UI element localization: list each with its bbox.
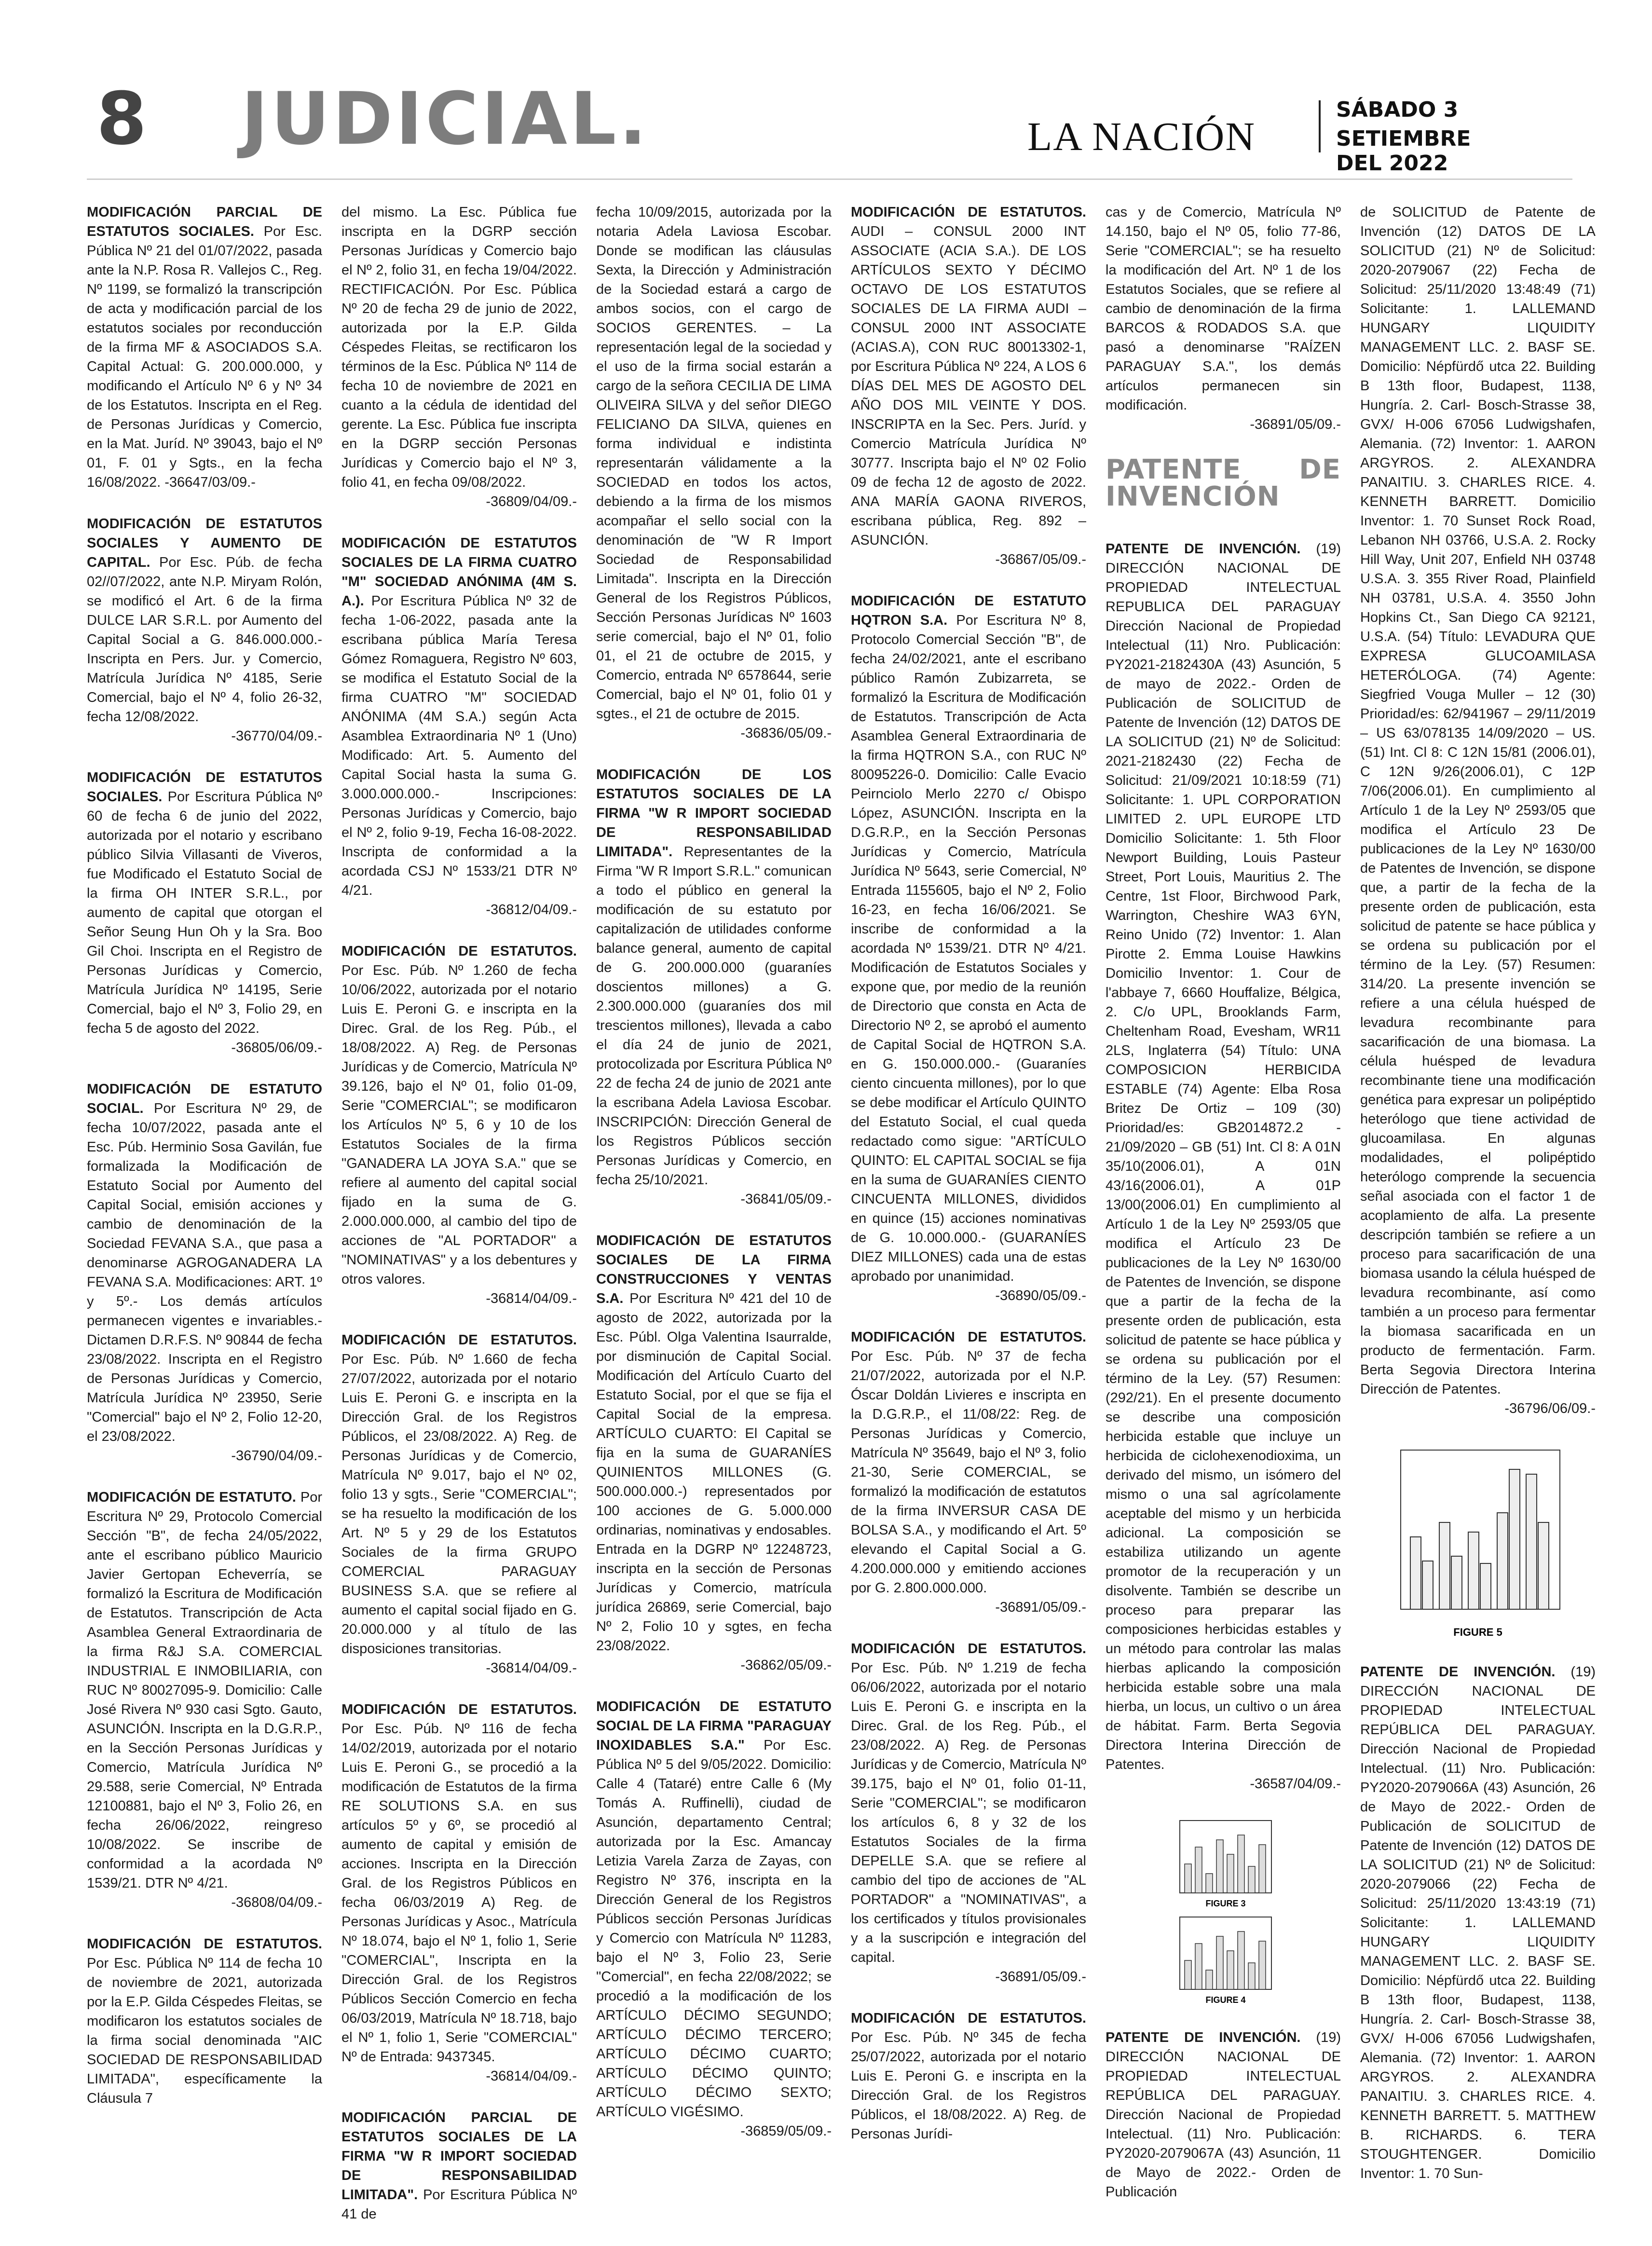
legal-notice xyxy=(851,1328,1086,1617)
notice-body: Por Esc. Pública Nº 5 del 9/05/2022. Domicilio: Calle 4 (Tataré) entre Calle 6 (My Tomás A. Ruffinelli), ciudad de Asunción, departamento Central; autorizada por la Esc. Amancay Letizia Varela Zarza de Zayas, con Registro Nº 376, inscripta en la Dirección General de los Registros Públicos sección Personas Jurídicas y Comercio con Matrícula Nº 11283, bajo el Nº 3, Folio 23, Serie "Comercial", en fecha 22/08/2022; se procedió a la modificación de los ARTÍCULO DÉCIMO SEGUNDO; ARTÍCULO DÉCIMO TERCERO; ARTÍCULO DÉCIMO CUARTO; ARTÍCULO DÉCIMO QUINTO; ARTÍCULO DÉCIMO SEXTO; ARTÍCULO VIGÉSIMO. xyxy=(596,1738,832,2120)
notice-body: Por Escritura Nº 421 del 10 de agosto de 2022, autorizada por la Esc. Públ. Olga Valentina Isaurralde, por disminución de Capital Social. Modificación del Artículo Cuarto del Estatuto Social, por el que se fija el Capital Social de la empresa. ARTÍCULO CUARTO: El Capital se fija en la suma de GUARANÍES QUINIENTOS MILLONES (G. 500.000.000.-) representados por 100 acciones de G. 5.000.000 ordinarias, nominativas y endosables. Entrada en la DGRP Nº 12248723, inscripta en la sección de Personas Jurídicas y Comercio, matrícula jurídica 26869, serie Comercial, bajo Nº 2, Folio 10 y sgtes, en fecha 23/08/2022. xyxy=(596,1291,832,1654)
notice-body: AUDI – CONSUL 2000 INT ASSOCIATE (ACIA S.A.). DE LOS ARTÍCULOS SEXTO Y DÉCIMO OCTAVO DE LOS ESTATUTOS SOCIALES DE LA FIRMA AUDI – CONSUL 2000 INT ASSOCIATE (ACIAS.A), CON RUC 80013302-1, por Escritura Pública Nº 224, A LOS 6 DÍAS DEL MES DE AGOSTO DEL AÑO DOS MIL VEINTE Y DOS. INSCRIPTA en la Sec. Pers. Juríd. y Comercio Matrícula Jurídica Nº 30777. Inscripta bajo el Nº 02 Folio 09 de fecha 12 de agosto de 2022. ANA MARÍA GAONA RIVEROS, escribana pública, Reg. 892 – ASUNCIÓN. xyxy=(851,224,1086,548)
notice-reference: -36836/05/09.- xyxy=(740,726,832,741)
notice-reference: -36770/04/09.- xyxy=(231,728,322,744)
notice-body: Por Esc. Púb. Nº 116 de fecha 14/02/2019, autorizada por el notario Luis E. Peroni G., se procedió a la modificación de Estatutos de la firma RE SOLUTIONS S.A. en sus artículos 5º y 6º, se procedió al aumento de capital y emisión de acciones. Inscripta en la Dirección Gral. de los Registros Públicos en fecha 06/03/2019 A) Reg. de Personas Jurídicas y Asoc., Matrícula Nº 18.074, bajo el Nº 1, folio 1, Serie "COMERCIAL", Inscripta en la Dirección Gral. de los Registros Públicos Sección Comercio en fecha 06/03/2019, Matrícula Nº 18.718, bajo el Nº 1, folio 1, Serie "COMERCIAL" Nº de Entrada: 9437345. xyxy=(341,1721,577,2065)
legal-notice xyxy=(596,1231,832,1675)
notice-title: PATENTE DE INVENCIÓN. xyxy=(1106,541,1301,557)
notice-reference: -36790/04/09.- xyxy=(231,1448,322,1464)
notice-title: MODIFICACIÓN DE ESTATUTOS SOCIALES DE LA FIRMA CONSTRUCCIONES Y VENTAS S.A. xyxy=(596,1233,832,1306)
notice-title: MODIFICACIÓN DE ESTATUTOS SOCIALES Y AUMENTO DE CAPITAL. xyxy=(87,516,322,570)
column-1 xyxy=(87,203,322,2130)
notice-body: Por Esc. Pública Nº 21 del 01/07/2022, pasada ante la N.P. Rosa R. Vallejos C., Reg. Nº 1199, se formalizó la transcripción de acta y modificación parcial de los estatutos sociales por reconducción de la firma MF & ASOCIADOS S.A. Capital Actual: G. 200.000.000, y modificando el Artículo Nº 6 y Nº 34 de los Estatutos. Inscripta en el Reg. de Personas Jurídicas y Comercio, en la Mat. Juríd. Nº 39043, bajo el Nº 01, F. 01 y Sgts., en la fecha 16/08/2022. -36647/03/09.- xyxy=(87,224,322,490)
notice-title: MODIFICACIÓN DE ESTATUTOS. xyxy=(341,1332,577,1348)
legal-notice xyxy=(87,514,322,746)
notice-title: PATENTE DE INVENCIÓN. xyxy=(1106,2030,1301,2045)
notice-body: (19) DIRECCIÓN NACIONAL DE PROPIEDAD INTELECTUAL REPÚBLICA DEL PARAGUAY. Dirección Nacional de Propiedad Intelectual. (11) Nro. Publicación: PY2020-2079067A (43) Asunción, 11 de Mayo de 2022.- Orden de Publicación xyxy=(1106,2030,1341,2200)
notice-title: MODIFICACIÓN PARCIAL DE ESTATUTOS SOCIALES. xyxy=(87,205,322,239)
notice-title: MODIFICACIÓN DE ESTATUTOS SOCIALES. xyxy=(87,770,322,805)
notice-title: MODIFICACIÓN DE ESTATUTO SOCIAL DE LA FIRMA "PARAGUAY INOXIDABLES S.A." xyxy=(596,1699,832,1753)
legal-notice xyxy=(596,765,832,1209)
col6-bottom xyxy=(1360,1662,1596,2183)
legal-notice xyxy=(87,203,322,492)
column-2 xyxy=(341,203,577,2246)
issue-date: SETIEMBRE DEL 2022 xyxy=(1336,126,1471,176)
col6-top xyxy=(1360,203,1596,1418)
notice-body: Por Escritura Nº 29, Protocolo Comercial Sección "B", de fecha 24/05/2022, ante el escribano público Mauricio Javier Gertopan Echeverría, se formalizó la Escritura de Modificación de Estatutos. Transcripción de Acta Asamblea General Extraordinaria de la firma R&J S.A. COMERCIAL INDUSTRIAL E INMOBILIARIA, con RUC Nº 80027095-9. Domicilio: Calle José Rivera Nº 930 casi Sgto. Gauto, ASUNCIÓN. Inscripta en la D.G.R.P., en la Sección Personas Jurídicas y Comercio, Matrícula Jurídica Nº 29.588, serie Comercial, Nº Entrada 12100881, bajo el Nº 3, Folio 26, en fecha 26/06/2022, reingreso 10/08/2022. Se inscribe de conformidad a la acordada Nº 1539/21. DTR Nº 4/21. xyxy=(87,1490,322,1891)
notice-title: MODIFICACIÓN DE ESTATUTOS. xyxy=(851,205,1086,220)
legal-notice xyxy=(851,203,1086,569)
figure-label: FIGURE 4 xyxy=(1205,1995,1246,2005)
notice-reference: -36891/05/09.- xyxy=(1250,417,1341,432)
legal-notice xyxy=(341,534,577,919)
legal-notice xyxy=(341,1330,577,1678)
legal-notice xyxy=(1360,203,1596,1418)
legal-notice xyxy=(87,1488,322,1912)
notice-reference: -36809/04/09.- xyxy=(486,494,577,509)
patent-figures-3-4 xyxy=(1160,1816,1286,2009)
notice-body: Por Esc. Púb. Nº 1.660 de fecha 27/07/2022, autorizada por el notario Luis E. Peroni G. e inscripta en la Dirección Gral. de los Registros Públicos, el 23/08/2022. A) Reg. de Personas Jurídicas y de Comercio, Matrícula Nº 9.017, bajo el Nº 02, folio 13 y sgts., Serie "COMERCIAL"; se ha resuelto la modificación de los Art. Nº 5 y 29 de los Estatutos Sociales de la firma GRUPO COMERCIAL PARAGUAY BUSINESS S.A. que se refiere al aumento el capital social fijado en G. 20.000.000 y al título de las disposiciones transitorias. xyxy=(341,1352,577,1657)
notice-body: Por Esc. Púb. Nº 1.260 de fecha 10/06/2022, autorizada por el notario Luis E. Peroni G. e inscripta en la Direc. Gral. de los Reg. Púb., el 18/08/2022. A) Reg. de Personas Jurídicas y de Comercio, Matrícula Nº 39.126, bajo el Nº 01, folio 01-09, Serie "COMERCIAL"; se modificaron los Artículos Nº 5, 6 y 10 de los Estatutos Sociales de la firma "GANADERA LA JOYA S.A." que se refiere al aumento del capital social fijado en la suma de G. 2.000.000.000, al cambio del tipo de acciones de "AL PORTADOR" a "NOMINATIVAS" y a los debentures y otros valores. xyxy=(341,963,577,1287)
notice-title: MODIFICACIÓN DE ESTATUTOS. xyxy=(851,1641,1086,1657)
header-rule xyxy=(87,178,1572,180)
notice-title: MODIFICACIÓN DE ESTATUTO. xyxy=(87,1490,296,1505)
column-5 xyxy=(1106,203,1341,2224)
legal-notice xyxy=(851,2009,1086,2144)
notice-reference: -36862/05/09.- xyxy=(740,1657,832,1673)
notice-title: MODIFICACIÓN DE ESTATUTOS. xyxy=(341,1702,577,1717)
notice-title: MODIFICACIÓN DE LOS ESTATUTOS SOCIALES DE LA FIRMA "W R IMPORT SOCIEDAD DE RESPONSABILIDAD LIMITADA". xyxy=(596,767,832,860)
notice-body: Por Esc. Púb. de fecha 02//07/2022, ante N.P. Miryam Rolón, se modificó el Art. 6 de la firma DULCE LAR S.R.L. por Aumento del Capital Social a G. 846.000.000.- Inscripta en Pers. Jur. y Comercio, Matrícula Jurídica Nº 4185, Serie Comercial, bajo el Nº 4, folio 26-32, fecha 12/08/2022. xyxy=(87,555,322,725)
legal-notice xyxy=(596,1697,832,2141)
notice-reference: -36814/04/09.- xyxy=(486,1660,577,1676)
legal-notice xyxy=(1106,539,1341,1794)
notice-title: MODIFICACIÓN DE ESTATUTOS. xyxy=(87,1936,322,1952)
notice-body: Por Esc. Pública Nº 114 de fecha 10 de noviembre de 2021, autorizada por la E.P. Gilda Céspedes Fleitas, se modificaron los estatutos sociales de la firma social denominada "AIC SOCIEDAD DE RESPONSABILIDAD LIMITADA", específicamente la Cláusula 7 xyxy=(87,1956,322,2106)
legal-notice xyxy=(851,591,1086,1305)
column-4 xyxy=(851,203,1086,2166)
notice-reference: -36814/04/09.- xyxy=(486,2068,577,2084)
notice-title: PATENTE DE INVENCIÓN. xyxy=(1360,1664,1556,1680)
notice-body: Representantes de la Firma "W R Import S.R.L." comunican a todo el público en general la modificación de su estatuto por capitalización de utilidades conforme balance general, aumento de capital de G. 200.000.000 (guaraníes doscientos millones) a G. 2.300.000.000 (guaraníes dos mil trescientos millones), llevada a cabo el día 24 de junio de 2021, protocolizada por Escritura Pública Nº 22 de fecha 24 de junio de 2021 ante la escribana Adela Laviosa Escobar. INSCRIPCIÓN: Dirección General de los Registros Públicos sección Personas Jurídicas y Comercio, en fecha 25/10/2021. xyxy=(596,844,832,1188)
notice-body: Por Escritura Pública Nº 32 de fecha 1-06-2022, pasada ante la escribana pública María Teresa Gómez Romaguera, Registro Nº 603, se modifica el Estatuto Social de la firma CUATRO "M" SOCIEDAD ANÓNIMA (4M S.A.) según Acta Asamblea Extraordinaria Nº 1 (Uno) Modificado: Art. 5. Aumento del Capital Social hasta la suma G. 3.000.000.000.- Inscripciones: Personas Jurídicas y Comercio, bajo el Nº 2, folio 9-19, Fecha 16-08-2022. Inscripta de conformidad a la acordada CSJ Nº 1533/21 DTR Nº 4/21. xyxy=(341,593,577,898)
legal-notice xyxy=(596,203,832,743)
newspaper-logo: LA NACIÓN xyxy=(1027,114,1256,159)
legal-notice xyxy=(87,768,322,1057)
patent-figure-5 xyxy=(1372,1440,1584,1643)
notice-title: MODIFICACIÓN PARCIAL DE ESTATUTOS SOCIALES DE LA FIRMA "W R IMPORT SOCIEDAD DE RESPONSABILIDAD LIMITADA". xyxy=(341,2110,577,2203)
notice-reference: -36890/05/09.- xyxy=(995,1288,1086,1303)
notice-reference: -36841/05/09.- xyxy=(740,1191,832,1207)
notice-title: MODIFICACIÓN DE ESTATUTOS. xyxy=(851,1329,1086,1345)
page-header xyxy=(87,68,1495,176)
legal-notice xyxy=(341,942,577,1308)
notice-body: Por Escritura Pública Nº 41 de xyxy=(341,2187,577,2222)
notice-reference: -36814/04/09.- xyxy=(486,1291,577,1306)
notice-title: MODIFICACIÓN DE ESTATUTOS. xyxy=(341,944,577,959)
notice-title: MODIFICACIÓN DE ESTATUTOS. xyxy=(851,2011,1086,2026)
notice-reference: -36805/06/09.- xyxy=(231,1040,322,1055)
section-title: JUDICIAL. xyxy=(241,77,650,161)
notice-reference: -36859/05/09.- xyxy=(740,2123,832,2139)
legal-notice xyxy=(341,1700,577,2086)
notice-reference: -36867/05/09.- xyxy=(995,552,1086,567)
notice-body: cas y de Comercio, Matrícula Nº 14.150, bajo el Nº 05, folio 77-86, Serie "COMERCIAL"; se ha resuelto la modificación del Art. Nº 1 de los Estatutos Sociales, que se refiere al cambio de denominación de la firma BARCOS & RODADOS S.A. que pasó a denominarse "RAÍZEN PARAGUAY S.A.", los demás artículos permanecen sin modificación. xyxy=(1106,205,1341,413)
notice-reference: -36891/05/09.- xyxy=(995,1600,1086,1615)
legal-notice xyxy=(851,1639,1086,1986)
legal-notice xyxy=(341,2108,577,2224)
legal-notice xyxy=(1360,1662,1596,2183)
notice-title: MODIFICACIÓN DE ESTATUTOS SOCIALES DE LA FIRMA CUATRO "M" SOCIEDAD ANÓNIMA (4M S. A.). xyxy=(341,535,577,609)
notice-body: Por Esc. Púb. Nº 1.219 de fecha 06/06/2022, autorizada por el notario Luis E. Peroni G. e inscripta en la Direc. Gral. de los Reg. Púb., el 23/08/2022. A) Reg. de Personas Jurídicas y de Comercio, Matrícula Nº 39.175, bajo el Nº 01, folio 01-11, Serie "COMERCIAL"; se modificaron los artículos 6, 8 y 32 de los Estatutos Sociales de la firma DEPELLE S.A. que se refiere al cambio del tipo de acciones de "AL PORTADOR" a "NOMINATIVAS", a los certificados y títulos provisionales y a la suscripción e integración del capital. xyxy=(851,1660,1086,1965)
figure-5-label: FIGURE 5 xyxy=(1453,1626,1502,1638)
notice-body: de SOLICITUD de Patente de Invención (12) DATOS DE LA SOLICITUD (21) Nº de Solicitud: 2020-2079067 (22) Fecha de Solicitud: 25/11/2020 13:48:49 (71) Solicitante: 1. LALLEMAND HUNGARY LIQUIDITY MANAGEMENT LLC. 2. BASF SE. Domicilio: Népfürdő utca 22. Building B 13th floor, Budapest, 1138, Hungría. 2. Carl- Bosch-Strasse 38, GVX/ H-006 67056 Ludwigshafen, Alemania. (72) Inventor: 1. AARON ARGYROS. 2. ALEXANDRA PANAITIU. 3. CHARLES RICE. 4. KENNETH BARRETT. Domicilio Inventor: 1. 70 Sunset Rock Road, Lebanon NH 03766, U.S.A. 2. Rocky Hill Way, Unit 207, Enfield NH 03748 U.S.A. 3. 355 River Road, Plainfield NH 03781, U.S.A. 4. 3550 John Hopkins Ct., San Diego CA 92121, U.S.A. (54) Título: LEVADURA QUE EXPRESA GLUCOAMILASA HETERÓLOGA. (74) Agente: Siegfried Vouga Muller – 12 (30) Prioridad/es: 62/941967 – 29/11/2019 – US 63/078135 14/09/2020 – US. (51) Int. Cl 8: C 12N 15/81 (2006.01), C 12N 9/26(2006.01), C 12P 7/06(2006.01). En cumplimiento al Artículo 1 de la Ley Nº 2593/05 que modifica el Artículo 23 De publicaciones de la Ley Nº 1630/00 de Patentes de Invención, se dispone que, a partir de la fecha de la presente orden de publicación, esta solicitud de patente se hace pública y se ordena su publicación por el término de la Ley. (57) Resumen: 314/20. La presente invención se refiere a una célula huésped de levadura recombinante para sacarificación de una biomasa. La célula huésped de levadura recombinante tiene una modificación genética para expresar un polipéptido heterólogo que tiene actividad de glucoamilasa. En algunas modalidades, el polipéptido heterólogo comprende la secuencia señal asociada con el factor 1 de acoplamiento de alfa. La presente descripción también se refiere a un proceso para sacarificación de una biomasa usando la célula huésped de levadura recombinante, así como también a un proceso para fermentar la biomasa sacarificada en un producto de fermentación. Farm. Berta Segovia Directora Interina Dirección de Patentes. xyxy=(1360,205,1596,1397)
notice-body: Por Esc. Púb. Nº 37 de fecha 21/07/2022, autorizada por el N.P. Óscar Doldán Livieres e inscripta en la D.G.R.P., el 11/08/22: Reg. de Personas Jurídicas y Comercio, Matrícula Nº 35649, bajo el Nº 3, folio 21-30, Serie COMERCIAL, se formalizó la modificación de estatutos de la firma INVERSUR CASA DE BOLSA S.A., y modificando el Art. 5º elevando el Capital Social a G. 4.200.000.000 y emitiendo acciones por G. 2.800.000.000. xyxy=(851,1349,1086,1596)
notice-body: del mismo. La Esc. Pública fue inscripta en la DGRP sección Personas Jurídicas y Comercio bajo el Nº 2, folio 31, en fecha 19/04/2022. RECTIFICACIÓN. Por Esc. Pública Nº 20 de fecha 29 de junio de 2022, autorizada por la E.P. Gilda Céspedes Fleitas, se rectificaron los términos de la Esc. Pública Nº 114 de fecha 10 de noviembre de 2021 en cuanto a la cédula de identidad del gerente. La Esc. Pública fue inscripta en la DGRP sección Personas Jurídicas y Comercio bajo el Nº 3, folio 41, en fecha 09/08/2022. xyxy=(341,205,577,490)
column-3 xyxy=(596,203,832,2163)
page-number: 8 xyxy=(96,77,146,161)
header-divider xyxy=(1319,100,1321,152)
notice-reference: -36808/04/09.- xyxy=(231,1895,322,1910)
legal-notice xyxy=(341,203,577,511)
notice-reference: -36812/04/09.- xyxy=(486,902,577,918)
notice-title: MODIFICACIÓN DE ESTATUTO SOCIAL. xyxy=(87,1082,322,1116)
patent-section-title: PATENTE DE INVENCIÓN xyxy=(1106,454,1341,512)
legal-notice xyxy=(87,1080,322,1465)
notice-body: Por Escritura Nº 8, Protocolo Comercial Sección "B", de fecha 24/02/2021, ante el escribano público Ramón Zubizarreta, se formalizó la Escritura de Modificación de Estatutos. Transcripción de Acta Asamblea General Extraordinaria de la firma HQTRON S.A., con RUC Nº 80095226-0. Domicilio: Calle Evacio Peirnciolo Merlo 2270 c/ Obispo López, ASUNCIÓN. Inscripta en la D.G.R.P., en la Sección Personas Jurídicas y Comercio, Matrícula Jurídica Nº 5643, serie Comercial, Nº Entrada 1155605, bajo el Nº 2, Folio 16-23, en fecha 16/06/2021. Se inscribe de conformidad a la acordada Nº 1539/21. DTR Nº 4/21. Modificación de Estatutos Sociales y expone que, por medio de la reunión de Directorio que consta en Acta de Directorio Nº 2, se aprobó el aumento de Capital Social de HQTRON S.A. en G. 150.000.000.- (Guaraníes ciento cincuenta millones), por lo que se debe modificar el Artículo QUINTO del Estatuto Social, el cual queda redactado como sigue: "ARTÍCULO QUINTO: EL CAPITAL SOCIAL se fija en la suma de GUARANÍES CIENTO CINCUENTA MILLONES, divididos en quince (15) acciones nominativas de G. 10.000.000.- (GUARANÍES DIEZ MILLONES) cada una de estas aprobado por unanimidad. xyxy=(851,613,1086,1284)
legal-notice xyxy=(1106,203,1341,434)
notice-body: Por Esc. Púb. Nº 345 de fecha 25/07/2022, autorizada por el notario Luis E. Peroni G. e inscripta en la Dirección Gral. de los Registros Públicos, el 18/08/2022. A) Reg. de Personas Jurídi- xyxy=(851,2030,1086,2142)
notice-body: Por Escritura Nº 29, de fecha 10/07/2022, pasada ante el Esc. Púb. Herminio Sosa Gavilán, fue formalizada la Modificación de Estatuto Social por Aumento del Capital Social, emisión acciones y cambio de denominación de la Sociedad FEVANA S.A., que pasa a denominarse AGROGANADERA LA FEVANA S.A. Modificaciones: ART. 1º y 5º.- Los demás artículos permanecen vigentes e invariables.- Dictamen D.R.F.S. Nº 90844 de fecha 23/08/2022. Inscripta en el Registro de Personas Jurídicas y Comercio, Matrícula Jurídica Nº 23950, Serie "Comercial" bajo el Nº 2, Folio 12-20, el 23/08/2022. xyxy=(87,1101,322,1444)
notice-title: MODIFICACIÓN DE ESTATUTO HQTRON S.A. xyxy=(851,593,1086,628)
legal-notice xyxy=(1106,2028,1341,2202)
col5-patents xyxy=(1106,539,1341,2202)
legal-notice xyxy=(87,1934,322,2108)
figure-label: FIGURE 3 xyxy=(1205,1899,1246,1908)
notice-reference: -36891/05/09.- xyxy=(995,1969,1086,1985)
notice-body: (19) DIRECCIÓN NACIONAL DE PROPIEDAD INTELECTUAL REPÚBLICA DEL PARAGUAY. Dirección Nacional de Propiedad Intelectual. (11) Nro. Publicación: PY2020-2079066A (43) Asunción, 26 de Mayo de 2022.- Orden de Publicación de SOLICITUD de Patente de Invención (12) DATOS DE LA SOLICITUD (21) Nº de Solicitud: 2020-2079066 (22) Fecha de Solicitud: 25/11/2020 13:43:19 (71) Solicitante: 1. LALLEMAND HUNGARY LIQUIDITY MANAGEMENT LLC. 2. BASF SE. Domicilio: Népfürdő utca 22. Building B 13th floor, Budapest, 1138, Hungría. 2. Carl- Bosch-Strasse 38, GVX/ H-006 67056 Ludwigshafen, Alemania. (72) Inventor: 1. AARON ARGYROS. 2. ALEXANDRA PANAITIU. 3. CHARLES RICE. 4. KENNETH BARRETT. 5. MATTHEW B. RICHARDS. 6. TERA STOUGHTENGER. Domicilio Inventor: 1. 70 Sun- xyxy=(1360,1664,1596,2181)
column-6 xyxy=(1360,203,1596,2205)
notice-body: (19) DIRECCIÓN NACIONAL DE PROPIEDAD INTELECTUAL REPUBLICA DEL PARAGUAY Dirección Nacional de Propiedad Intelectual (11) Nro. Publicación: PY2021-2182430A (43) Asunción, 5 de mayo de 2022.- Orden de Publicación de SOLICITUD de Patente de Invención (12) DATOS DE LA SOLICITUD (21) Nº de Solicitud: 2021-2182430 (22) Fecha de Solicitud: 21/09/2021 10:18:59 (71) Solicitante: 1. UPL CORPORATION LIMITED 2. UPL EUROPE LTD Domicilio Solicitante: 1. 5th Floor Newport Building, Louis Pasteur Street, Port Louis, Mauritius 2. The Centre, 1st Floor, Birchwood Park, Warrington, Cheshire WA3 6YN, Reino Unido (72) Inventor: 1. Alan Pirotte 2. Emma Louise Hawkins Domicilio Inventor: 1. Cour de l'abbaye 7, 6660 Houffalize, Bélgica, 2. C/o UPL, Brooklands Farm, Cheltenham Road, Evesham, WR11 2LS, Inglaterra (54) Título: UNA COMPOSICION HERBICIDA ESTABLE (74) Agente: Elba Rosa Britez De Ortiz – 109 (30) Prioridad/es: GB2014872.2 - 21/09/2020 – GB (51) Int. Cl 8: A 01N 35/10(2006.01), A 01N 43/16(2006.01), A 01P 13/00(2006.01) En cumplimiento al Artículo 1 de la Ley Nº 2593/05 que modifica el Artículo 23 De publicaciones de la Ley Nº 1630/00 de Patentes de Invención, se dispone que a partir de la fecha de la presente orden de publicación, esta solicitud de patente se hace pública y se ordena su publicación por el término de la Ley. (57) Resumen: (292/21). En el presente documento se describe una composición herbicida estable que incluye un herbicida de ciclohexenodioxima, un derivado del mismo, un isómero del mismo o una sal agrícolamente aceptable del mismo y un herbicida adicional. La composición se estabiliza utilizando un agente promotor de la recuperación y un disolvente. También se describe un proceso para preparar las composiciones herbicidas estables y un método para controlar las malas hierbas aplicando la composición herbicida estable sobre una mala hierba, un locus, un cultivo o un área de hábitat. Farm. Berta Segovia Directora Interina Dirección de Patentes. xyxy=(1106,541,1341,1772)
notice-reference: -36587/04/09.- xyxy=(1250,1776,1341,1792)
notice-reference: -36796/06/09.- xyxy=(1504,1401,1596,1416)
col5-top xyxy=(1106,203,1341,434)
issue-day: SÁBADO 3 xyxy=(1336,97,1459,122)
notice-body: Por Escritura Pública Nº 60 de fecha 6 de junio del 2022, autorizada por el notario y escribano público Silvia Villasanti de Viveros, fue Modificado el Estatuto Social de la firma OH INTER S.R.L., por aumento de capital que otorgan el Señor Seung Hun Oh y la Sra. Boo Gil Choi. Inscripta en el Registro de Personas Jurídicas y Comercio, Matrícula Jurídica Nº 14195, Serie Comercial, bajo el Nº 3, Folio 29, en fecha 5 de agosto del 2022. xyxy=(87,789,322,1036)
notice-body: fecha 10/09/2015, autorizada por la notaria Adela Laviosa Escobar. Donde se modifican las cláusulas Sexta, la Dirección y Administración de la Sociedad estará a cargo de ambos socios, con el cargo de SOCIOS GERENTES. – La representación legal de la sociedad y el uso de la firma social estarán a cargo de la señora CECILIA DE LIMA OLIVEIRA SILVA y del señor DIEGO FELICIANO DA SILVA, quienes en forma individual e indistinta representarán válidamente a la SOCIEDAD en todos los actos, debiendo a la firma de los mismos acompañar el sello social con la denominación de "W R Import Sociedad de Responsabilidad Limitada". Inscripta en la Dirección General de los Registros Públicos, Sección Personas Jurídicas Nº 1603 serie comercial, bajo el Nº 01, folio 01, el 21 de octubre de 2015, y Comercio, entrada Nº 6578644, serie Comercial, bajo el Nº 01, folio 01 y sgtes., el 21 de octubre de 2015. xyxy=(596,205,832,722)
